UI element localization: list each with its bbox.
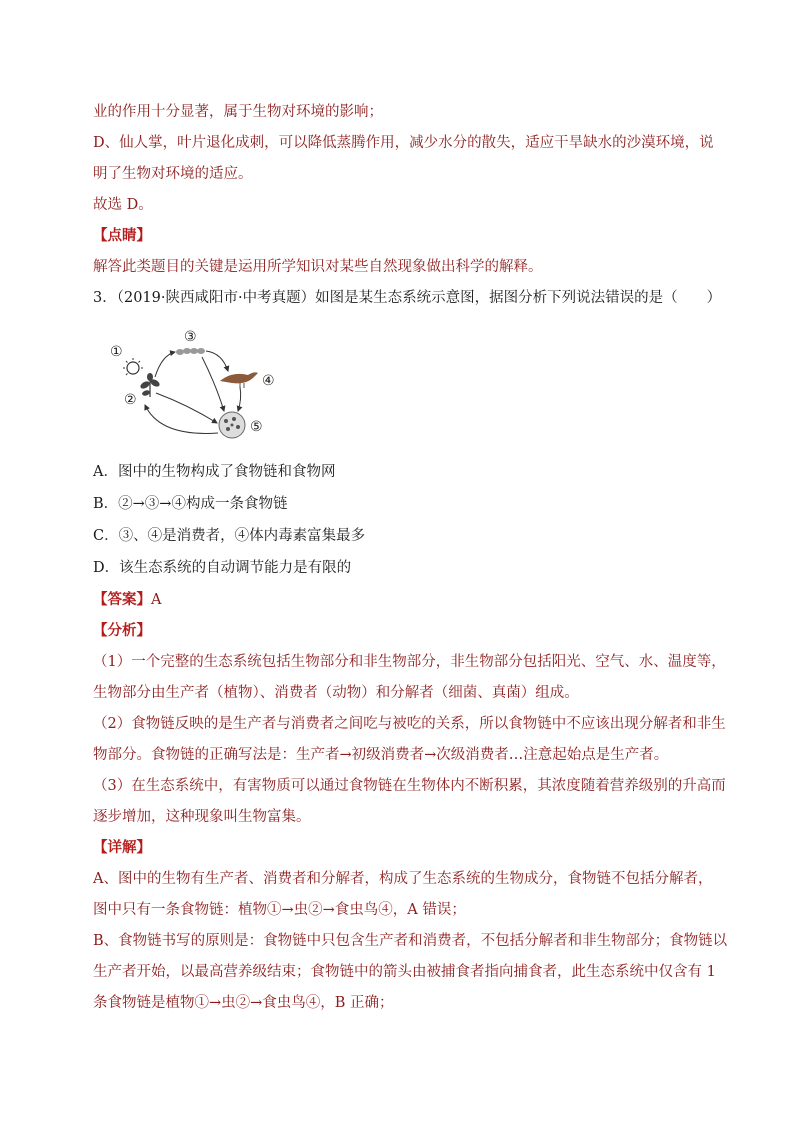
arrow-decomposer-to-plant [145, 405, 218, 433]
option-b: B．②→③→④构成一条食物链 [93, 496, 288, 512]
text-line: 图中只有一条食物链：植物①→虫②→食虫鸟④，A 错误； [93, 902, 466, 918]
arrow-plant-to-insect [155, 352, 175, 377]
arrow-insect-to-decomposer [202, 357, 224, 411]
label-2: ② [124, 392, 137, 408]
text-line: 故选 D。 [93, 197, 153, 213]
label-3: ③ [184, 329, 197, 345]
answer-value: A [151, 592, 162, 608]
text-line: B、食物链书写的原则是：食物链中只包含生产者和消费者，不包括分解者和非生物部分；食物链以 [93, 933, 728, 949]
section-header-xiangjie: 【详解】 [93, 839, 151, 856]
arrow-insect-to-bird [206, 351, 228, 371]
text-line: 物部分。食物链的正确写法是：生产者→初级消费者→次级消费者…注意起始点是生产者。 [93, 747, 669, 763]
text-line: 解答此类题目的关键是运用所学知识对某些自然现象做出科学的解释。 [93, 259, 543, 275]
section-header-dianjing: 【点睛】 [93, 227, 151, 244]
option-c: C．③、④是消费者，④体内毒素富集最多 [93, 528, 366, 544]
text-line: 条食物链是植物①→虫②→食虫鸟④，B 正确； [93, 995, 394, 1011]
label-1: ① [110, 344, 123, 360]
option-d: D．该生态系统的自动调节能力是有限的 [93, 560, 352, 576]
bird-icon [220, 372, 258, 388]
text-line: D、仙人掌，叶片退化成刺，可以降低蒸腾作用，减少水分的散失，适应干旱缺水的沙漠环境，说 [93, 135, 714, 151]
text-line: （3）在生态系统中，有害物质可以通过食物链在生物体内不断积累，其浓度随着营养级别的升高而 [93, 778, 726, 794]
bacteria-icon [219, 412, 245, 438]
ecosystem-figure [100, 325, 290, 445]
text-line: （2）食物链反映的是生产者与消费者之间吃与被吃的关系，所以食物链中不应该出现分解者和非生 [93, 716, 726, 732]
arrow-bird-to-decomposer [238, 387, 241, 411]
arrow-plant-to-decomposer [156, 393, 217, 423]
text-line: 逐步增加，这种现象叫生物富集。 [93, 809, 311, 825]
option-a: A．图中的生物构成了食物链和食物网 [93, 464, 336, 480]
section-header-fenxi: 【分析】 [93, 622, 151, 639]
sun-icon [123, 358, 143, 375]
label-5: ⑤ [250, 419, 263, 435]
question-3: 3．（2019·陕西咸阳市·中考真题）如图是某生态系统示意图，据图分析下列说法错误的是（ ） [93, 290, 722, 306]
text-line: A、图中的生物有生产者、消费者和分解者，构成了生态系统的生物成分，食物链不包括分解者， [93, 871, 713, 887]
text-line: 生物部分由生产者（植物）、消费者（动物）和分解者（细菌、真菌）组成。 [93, 685, 579, 701]
answer-header: 【答案】 [93, 591, 151, 608]
caterpillar-icon [176, 348, 205, 355]
answer-line [93, 590, 161, 610]
label-4: ④ [262, 373, 275, 389]
text-line: 业的作用十分显著，属于生物对环境的影响； [93, 104, 383, 120]
text-line: 明了生物对环境的适应。 [93, 166, 253, 182]
text-line: 生产者开始，以最高营养级结束；食物链中的箭头由被捕食者指向捕食者，此生态系统中仅含有 1 [93, 964, 716, 980]
text-line: （1）一个完整的生态系统包括生物部分和非生物部分，非生物部分包括阳光、空气、水、温度等， [93, 654, 726, 670]
